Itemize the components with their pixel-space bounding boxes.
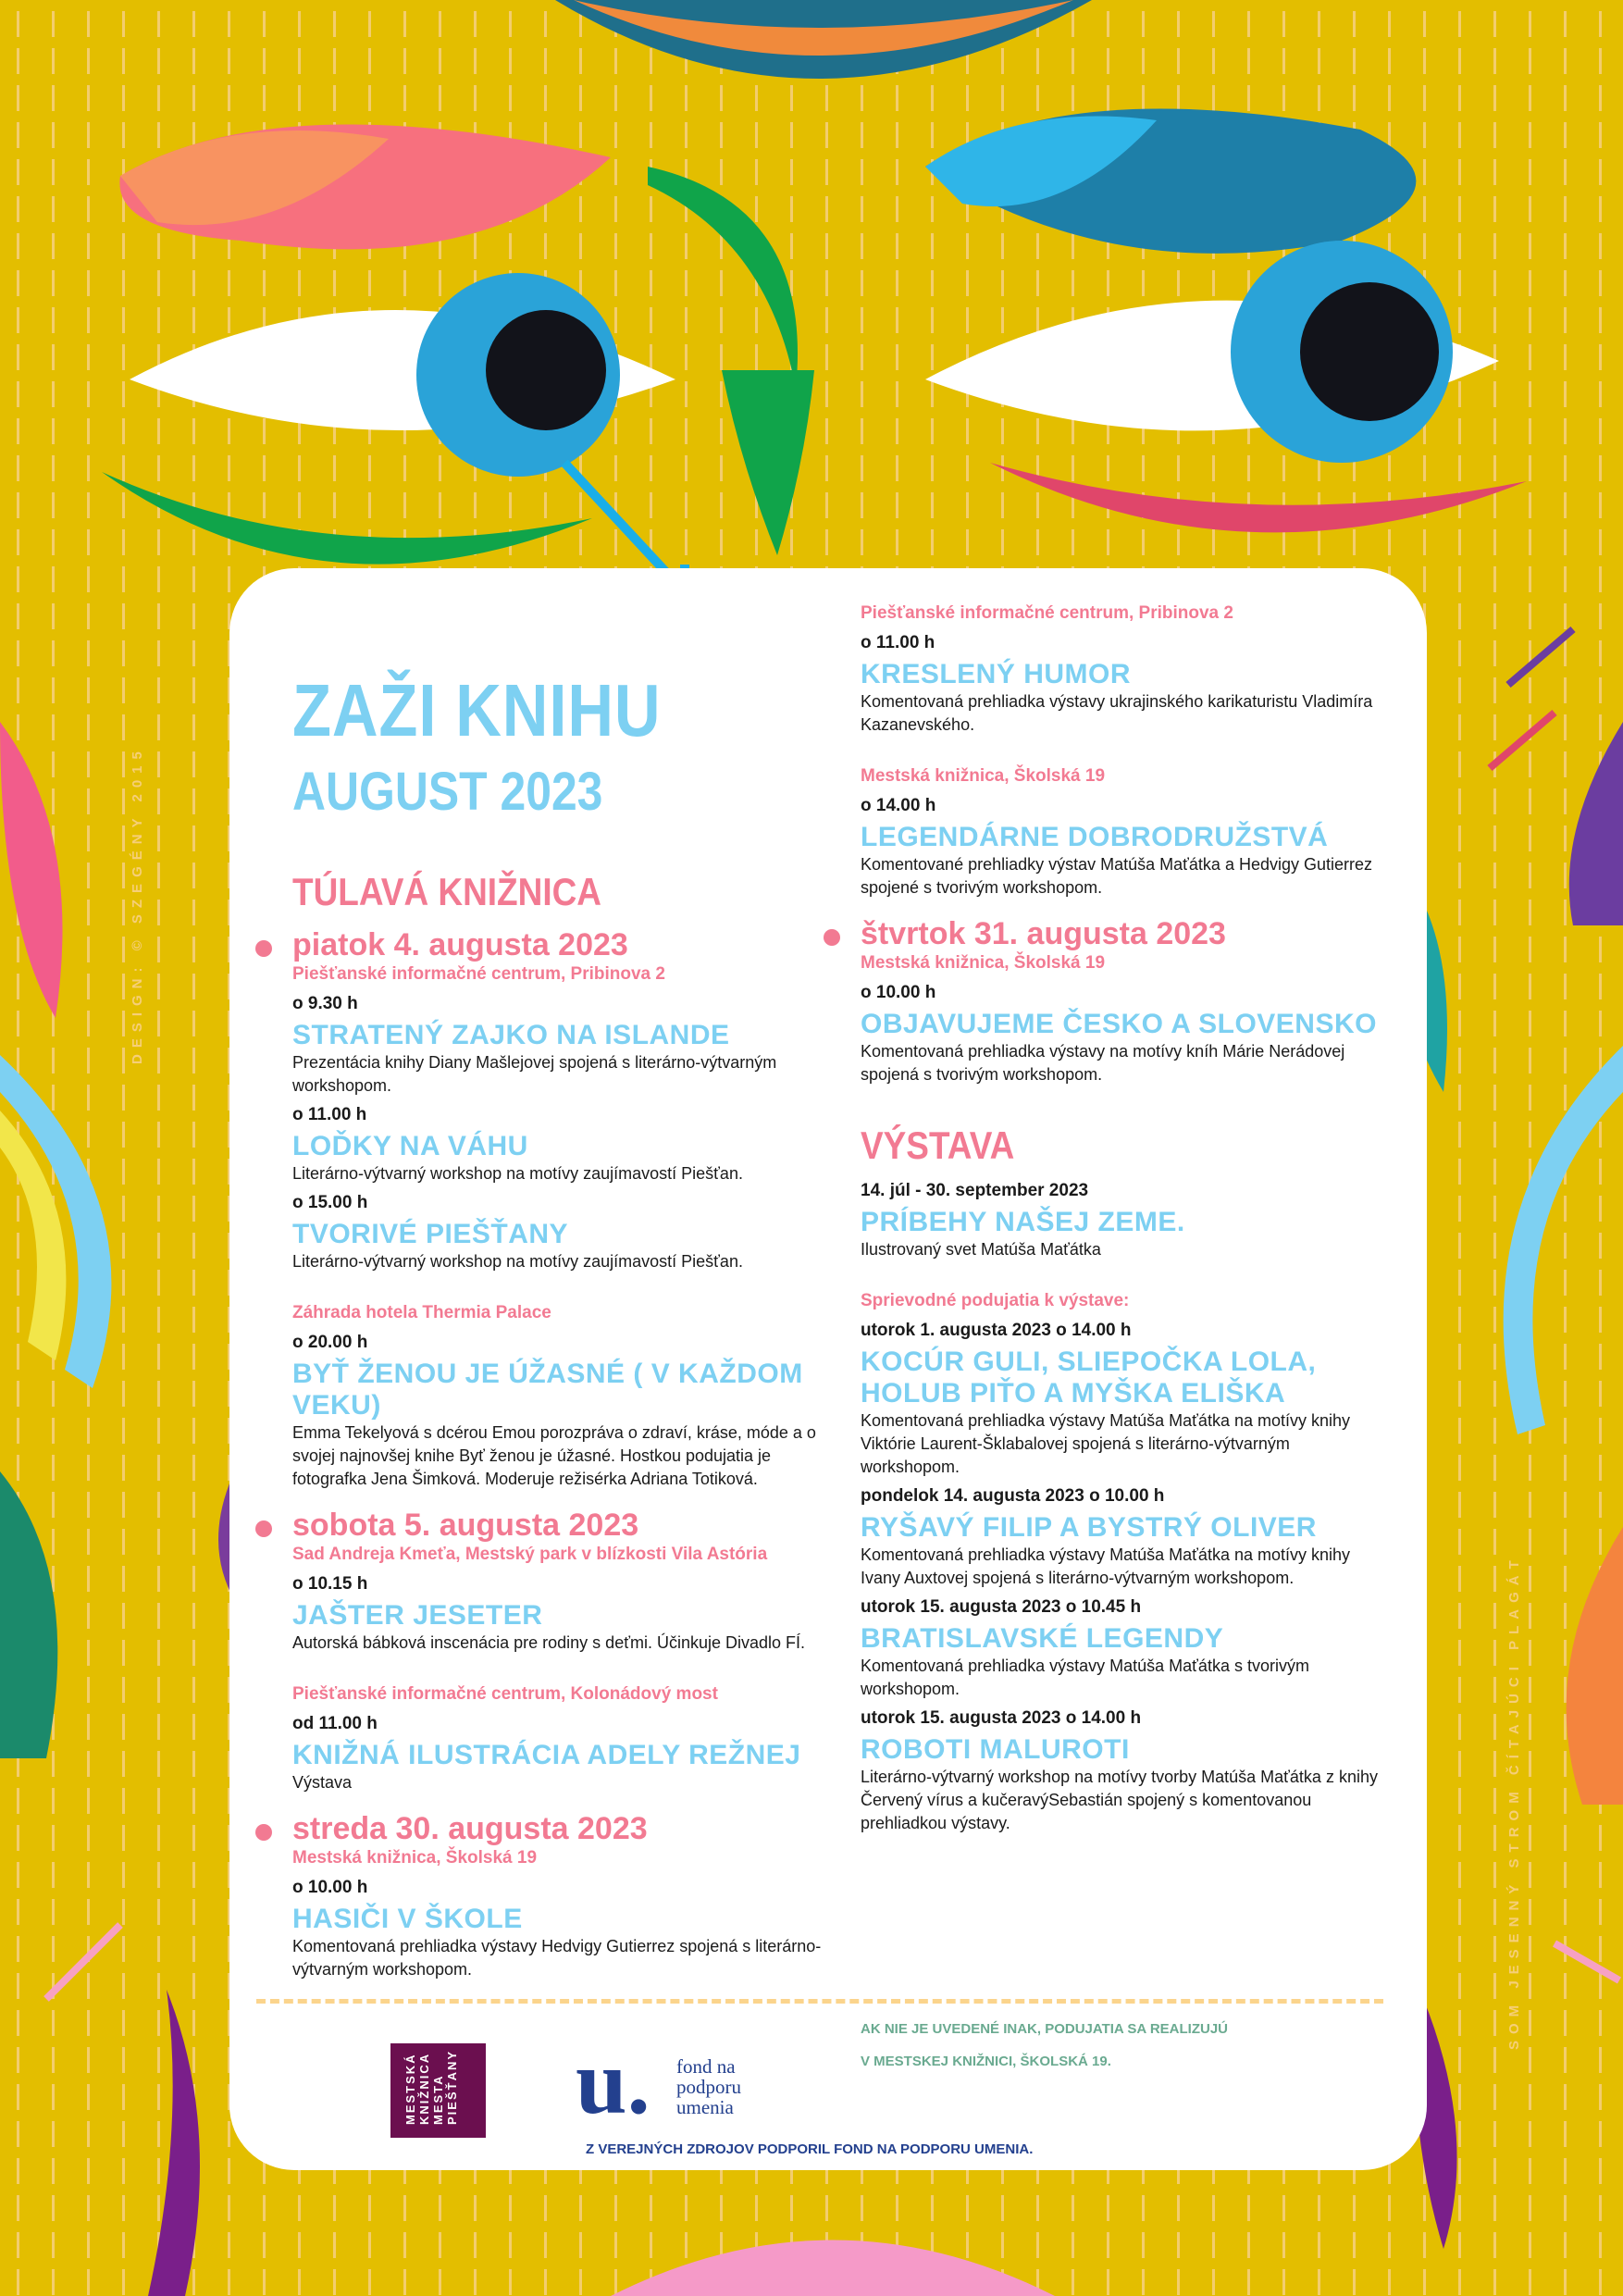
program-title: BYŤ ŽENOU JE ÚŽASNÉ ( V KAŽDOM VEKU) (292, 1359, 803, 1421)
design-credit: DESIGN: © SZEGÉNY 2015 (130, 745, 145, 1064)
arrow-pink-bottom-icon (46, 1925, 120, 1999)
program-day: streda 30. augusta 2023 (292, 1811, 848, 1846)
program-title: OBJAVUJEME ČESKO A SLOVENSKO (861, 1009, 1377, 1039)
green-leaf-side-left (0, 1471, 57, 1758)
footer-note-line1: AK NIE JE UVEDENÉ INAK, PODUJATIA SA REALIZUJÚ (861, 2021, 1228, 2037)
slogan-vertical: SOM JESENNÝ STROM ČÍTAJÚCI PLAGÁT (1506, 1554, 1522, 2050)
program-time: o 20.00 h (292, 1333, 368, 1352)
program-title: STRATENÝ ZAJKO NA ISLANDE (292, 1020, 730, 1050)
program-time: utorok 15. augusta 2023 o 14.00 h (861, 1708, 1142, 1728)
program-venue: Sad Andreja Kmeťa, Mestský park v blízkosti Vila Astória (292, 1545, 768, 1564)
program-time: o 10.00 h (861, 983, 936, 1002)
program-desc: Literárno-výtvarný workshop na motívy zaujímavostí Piešťan. (292, 1252, 743, 1271)
program-time: o 9.30 h (292, 994, 358, 1013)
program-time: o 10.00 h (292, 1878, 368, 1897)
program-venue: Záhrada hotela Thermia Palace (292, 1303, 551, 1322)
arrow-pink-icon (1490, 713, 1555, 768)
fund-logo-mark: u. (576, 2030, 650, 2133)
footer-divider (256, 1999, 1383, 2004)
program-time: o 11.00 h (292, 1105, 367, 1124)
fund-logo-text: fond na podporu umenia (676, 2055, 741, 2118)
program-time: o 10.15 h (292, 1574, 368, 1594)
footer-note-line2: V MESTSKEJ KNIŽNICI, ŠKOLSKÁ 19. (861, 2054, 1111, 2069)
purple-leaf-bottom-left (148, 1990, 200, 2296)
program-title: LOĎKY NA VÁHU (292, 1131, 528, 1161)
program-venue: Piešťanské informačné centrum, Pribinova 2 (861, 603, 1233, 623)
program-day: piatok 4. augusta 2023 (292, 927, 848, 962)
green-eyebrow-arc (648, 167, 798, 389)
green-fern (722, 370, 814, 555)
program-title: KRESLENÝ HUMOR (861, 659, 1132, 689)
program-desc: Prezentácia knihy Diany Mašlejovej spojená s literárno-výtvarným workshopom. (292, 1053, 777, 1095)
program-time: 14. júl - 30. september 2023 (861, 1181, 1089, 1200)
program-day: sobota 5. augusta 2023 (292, 1508, 848, 1543)
pink-leaf-bottom (611, 2240, 1055, 2296)
program-time: od 11.00 h (292, 1714, 378, 1733)
program-time: pondelok 14. augusta 2023 o 10.00 h (861, 1486, 1165, 1506)
footer-support-text: Z VEREJNÝCH ZDROJOV PODPORIL FOND NA PODPORU UMENIA. (586, 2141, 1034, 2157)
program-title: KOCÚR GULI, SLIEPOČKA LOLA, HOLUB PIŤO A MYŠKA ELIŠKA (861, 1347, 1317, 1409)
program-desc: Emma Tekelyová s dcérou Emou porozpráva o zdraví, kráse, móde a o svojej najnovšej knihe Byť ženou je úžasné. Hostkou podujatia je fotografka Jena Šimková. Moderuje režisérka Adriana Totiková. (292, 1423, 816, 1488)
program-desc: Autorská bábková inscenácia pre rodiny s deťmi. Účinkuje Divadlo FÍ. (292, 1633, 806, 1652)
page-title: ZAŽI KNIHU (292, 669, 662, 751)
program-title: RYŠAVÝ FILIP A BYSTRÝ OLIVER (861, 1512, 1317, 1543)
library-logo-text: MESTSKÁ KNIŽNICA MESTA PIEŠŤANY (403, 2049, 459, 2125)
program-title: JAŠTER JESETER (292, 1600, 543, 1631)
program-desc: Komentovaná prehliadka výstavy na motívy kníh Márie Nerádovej spojená s tvorivým workshopom. (861, 1042, 1345, 1084)
orange-leaf-side-right (1567, 1527, 1623, 1805)
pink-leaf-side-left (0, 722, 63, 1018)
program-title: BRATISLAVSKÉ LEGENDY (861, 1623, 1224, 1654)
green-lower-lid-left (102, 472, 592, 565)
rainbow-arc-right (1504, 1046, 1623, 1434)
program-desc: Výstava (292, 1773, 353, 1792)
program-desc: Komentovaná prehliadka výstavy Matúša Maťátka na motívy knihy Viktórie Laurent-Šklabalovej spojená s literárno-výtvarným workshopom. (861, 1411, 1351, 1476)
arrow-right-bottom-icon (1555, 1943, 1619, 1980)
program-venue: Mestská knižnica, Školská 19 (861, 953, 1106, 973)
program-time: utorok 1. augusta 2023 o 14.00 h (861, 1321, 1132, 1340)
program-venue: Piešťanské informačné centrum, Pribinova 2 (292, 964, 665, 984)
program-day: štvrtok 31. augusta 2023 (861, 916, 1379, 951)
arrow-purple-icon (1508, 629, 1573, 685)
program-venue: Mestská knižnica, Školská 19 (292, 1848, 538, 1868)
program-title: TVORIVÉ PIEŠŤANY (292, 1219, 569, 1249)
program-title: PRÍBEHY NAŠEJ ZEME. (861, 1207, 1185, 1237)
program-desc: Komentovaná prehliadka výstavy Hedvigy Gutierrez spojená s literárno-výtvarným workshopom. (292, 1937, 822, 1979)
program-desc: Ilustrovaný svet Matúša Maťátka (861, 1240, 1101, 1259)
pink-lower-lid-right (990, 463, 1527, 532)
program-left-column (292, 870, 848, 1981)
program-section: VÝSTAVA (861, 1123, 1015, 1167)
program-desc: Komentovaná prehliadka výstavy Matúša Maťátka na motívy knihy Ivany Auxtovej spojená s literárno-výtvarným workshopom. (861, 1545, 1351, 1587)
program-desc: Komentované prehliadky výstav Matúša Maťátka a Hedvigy Gutierrez spojené s tvorivým workshopom. (861, 855, 1373, 897)
program-section: TÚLAVÁ KNIŽNICA (292, 870, 601, 913)
program-time: o 14.00 h (861, 796, 936, 815)
page-subtitle: AUGUST 2023 (292, 762, 603, 822)
program-title: ROBOTI MALUROTI (861, 1734, 1130, 1765)
program-desc: Literárno-výtvarný workshop na motívy zaujímavostí Piešťan. (292, 1164, 743, 1183)
program-desc: Komentovaná prehliadka výstavy Matúša Maťátka s tvorivým workshopom. (861, 1657, 1309, 1698)
program-title: LEGENDÁRNE DOBRODRUŽSTVÁ (861, 822, 1329, 852)
program-venue: Piešťanské informačné centrum, Kolonádový most (292, 1684, 718, 1704)
program-right-column (861, 602, 1379, 1835)
program-desc: Literárno-výtvarný workshop na motívy tvorby Matúša Maťátka z knihy Červený vírus a kučeravýSebastián spojený s komentovanou prehliadkou výstavy. (861, 1768, 1378, 1832)
program-time: utorok 15. augusta 2023 o 10.45 h (861, 1597, 1142, 1617)
library-logo (390, 2043, 486, 2138)
program-venue: Sprievodné podujatia k výstave: (861, 1291, 1130, 1310)
program-desc: Komentovaná prehliadka výstavy ukrajinského karikaturistu Vladimíra Kazanevského. (861, 692, 1373, 734)
program-time: o 15.00 h (292, 1193, 368, 1212)
program-time: o 11.00 h (861, 633, 935, 652)
program-venue: Mestská knižnica, Školská 19 (861, 766, 1106, 786)
program-title: KNIŽNÁ ILUSTRÁCIA ADELY REŽNEJ (292, 1740, 801, 1770)
purple-leaf-side-right (1569, 722, 1623, 925)
program-title: HASIČI V ŠKOLE (292, 1904, 523, 1934)
